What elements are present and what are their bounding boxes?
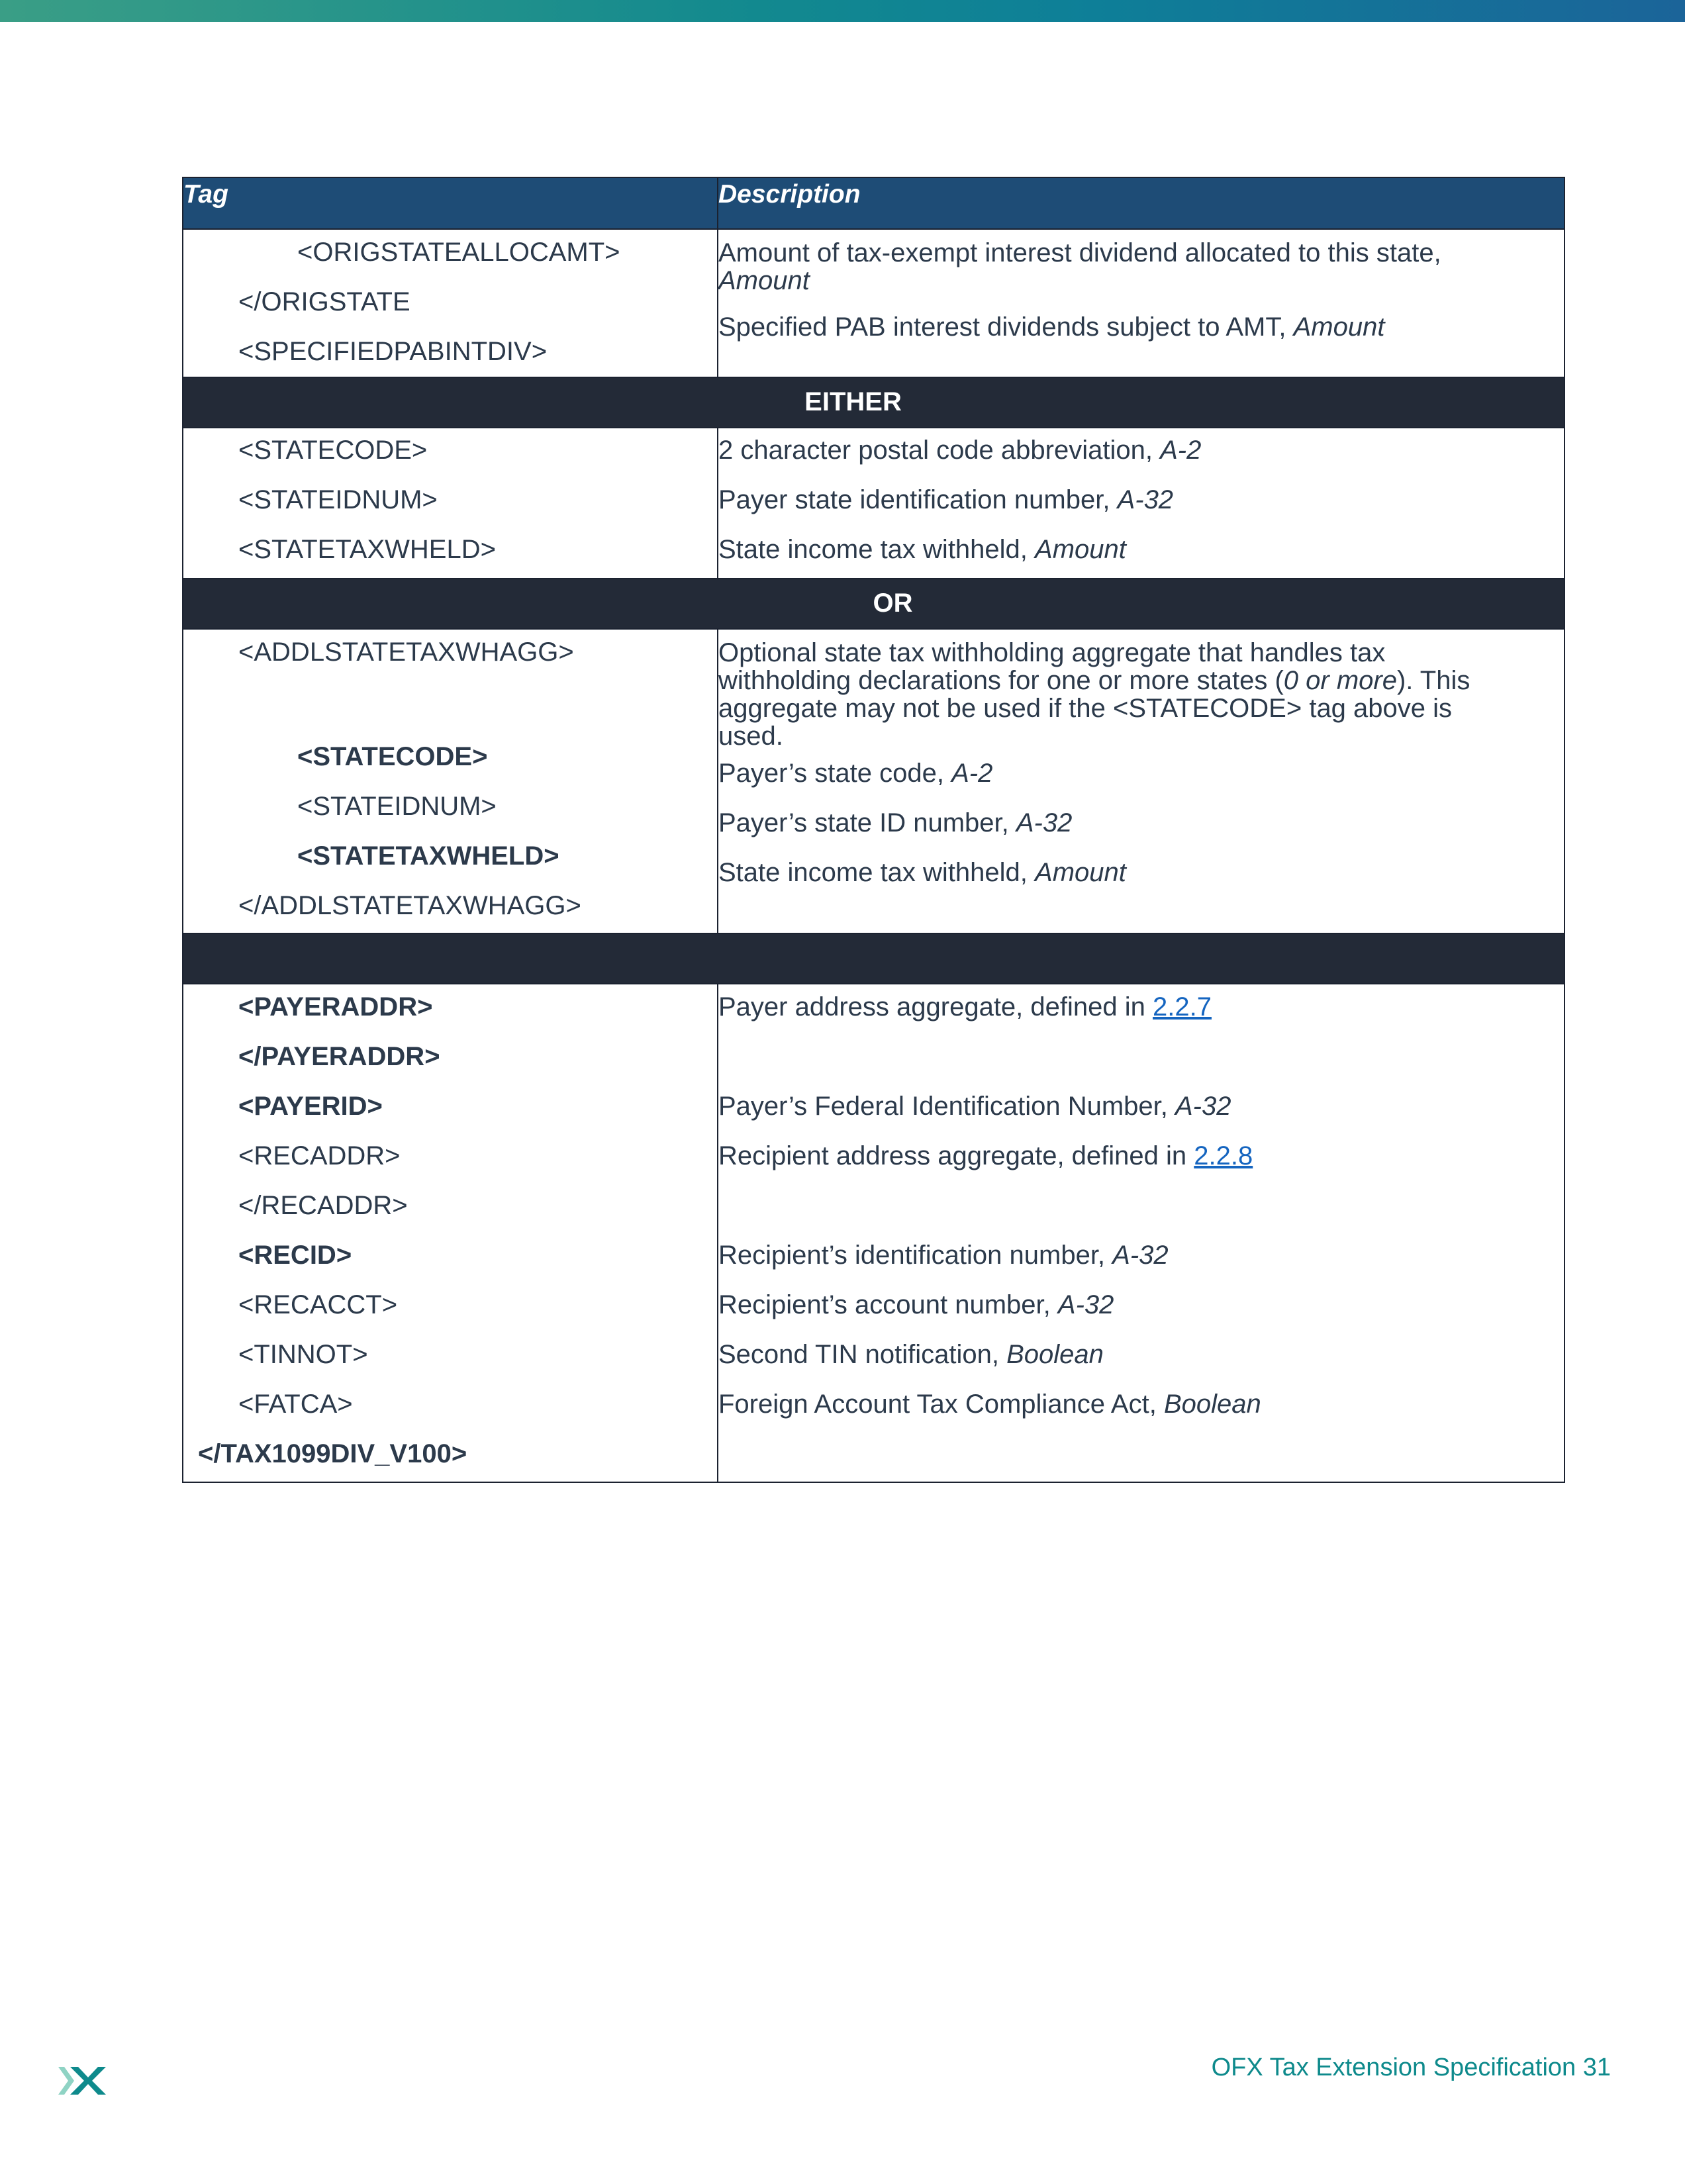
description-line — [718, 1032, 1564, 1082]
tag-line: <TINNOT> — [238, 1340, 368, 1369]
tag-line: <STATEIDNUM> — [238, 485, 438, 514]
description-line — [718, 1429, 1564, 1479]
section-addl-state — [183, 629, 1565, 933]
section2-tags — [183, 428, 718, 579]
header-tag: Tag — [183, 177, 718, 229]
section4-descriptions — [718, 984, 1565, 1482]
divider-band — [183, 933, 1565, 984]
tag-line: <RECID> — [238, 1241, 352, 1270]
top-accent-bar — [0, 0, 1685, 22]
section-orig-state — [183, 229, 1565, 377]
section-state-code — [183, 428, 1565, 579]
section3-tags — [183, 629, 718, 933]
or-label: OR — [183, 579, 1565, 629]
section-payer-recipient — [183, 984, 1565, 1482]
tag-line: <RECADDR> — [238, 1141, 401, 1170]
tag-line: <ORIGSTATEALLOCAMT> — [297, 238, 620, 267]
tag-line: <PAYERADDR> — [238, 992, 433, 1021]
either-label: EITHER — [183, 377, 1565, 428]
description-line: Recipient’s account number, A-32 — [718, 1290, 1114, 1319]
description-line: Payer state identification number, A-32 — [718, 485, 1174, 514]
section1-descriptions — [718, 229, 1565, 377]
description-specified-pab: Specified PAB interest dividends subject to AMT, Amount — [718, 312, 1385, 342]
tag-line: <ADDLSTATETAXWHAGG> — [238, 638, 574, 667]
tag-line: <RECACCT> — [238, 1290, 398, 1319]
section1-tags — [183, 229, 718, 377]
section-link[interactable]: 2.2.8 — [1194, 1141, 1253, 1170]
description-line: State income tax withheld, Amount — [718, 535, 1126, 564]
tag-line: <STATETAXWHELD> — [297, 841, 559, 871]
tag-line: <PAYERID> — [238, 1092, 383, 1121]
section-link[interactable]: 2.2.7 — [1153, 992, 1212, 1021]
description-line — [718, 1181, 1564, 1231]
either-band — [183, 377, 1565, 428]
ofx-logo-icon — [58, 2064, 108, 2097]
tag-line: </ORIGSTATE — [238, 287, 410, 316]
or-band — [183, 579, 1565, 629]
description-addl-state-intro: Optional state tax withholding aggregate that handles tax withholding declarations for one or more states (0 or more). This aggregate may not be used if the <STATECODE> tag above is used. — [718, 638, 1470, 751]
tag-line: </TAX1099DIV_V100> — [198, 1439, 467, 1468]
table-header-row — [183, 177, 1565, 229]
description-line: Second TIN notification, Boolean — [718, 1340, 1104, 1369]
tag-line: <SPECIFIEDPABINTDIV> — [238, 337, 548, 366]
description-line: Recipient address aggregate, defined in 2.2.8 — [718, 1141, 1253, 1170]
description-line: Payer’s Federal Identification Number, A-32 — [718, 1092, 1231, 1121]
tag-line: </PAYERADDR> — [238, 1042, 440, 1071]
section2-descriptions — [718, 428, 1565, 579]
tag-line: </RECADDR> — [238, 1191, 408, 1220]
description-line: State income tax withheld, Amount — [718, 858, 1126, 887]
tag-line: <STATECODE> — [238, 436, 428, 465]
description-line: Payer’s state code, A-2 — [718, 759, 993, 788]
description-line: Recipient’s identification number, A-32 — [718, 1241, 1169, 1270]
description-orig-state-alloc: Amount of tax-exempt interest dividend allocated to this state, Amount — [718, 238, 1441, 295]
tag-description-table — [182, 177, 1565, 1483]
section4-tags — [183, 984, 718, 1482]
header-description: Description — [718, 177, 1565, 229]
description-line: Foreign Account Tax Compliance Act, Boolean — [718, 1390, 1261, 1419]
description-line: Payer address aggregate, defined in 2.2.7 — [718, 992, 1212, 1021]
description-line: Payer’s state ID number, A-32 — [718, 808, 1073, 837]
tag-line: </ADDLSTATETAXWHAGG> — [238, 891, 581, 920]
tag-line: <STATECODE> — [297, 742, 488, 771]
footer-page-label: OFX Tax Extension Specification 31 — [1211, 2054, 1611, 2081]
tag-line: <FATCA> — [238, 1390, 353, 1419]
tag-line: <STATETAXWHELD> — [238, 535, 496, 564]
tag-line: <STATEIDNUM> — [297, 792, 497, 821]
section3-descriptions — [718, 629, 1565, 933]
description-line: 2 character postal code abbreviation, A-2 — [718, 436, 1202, 465]
